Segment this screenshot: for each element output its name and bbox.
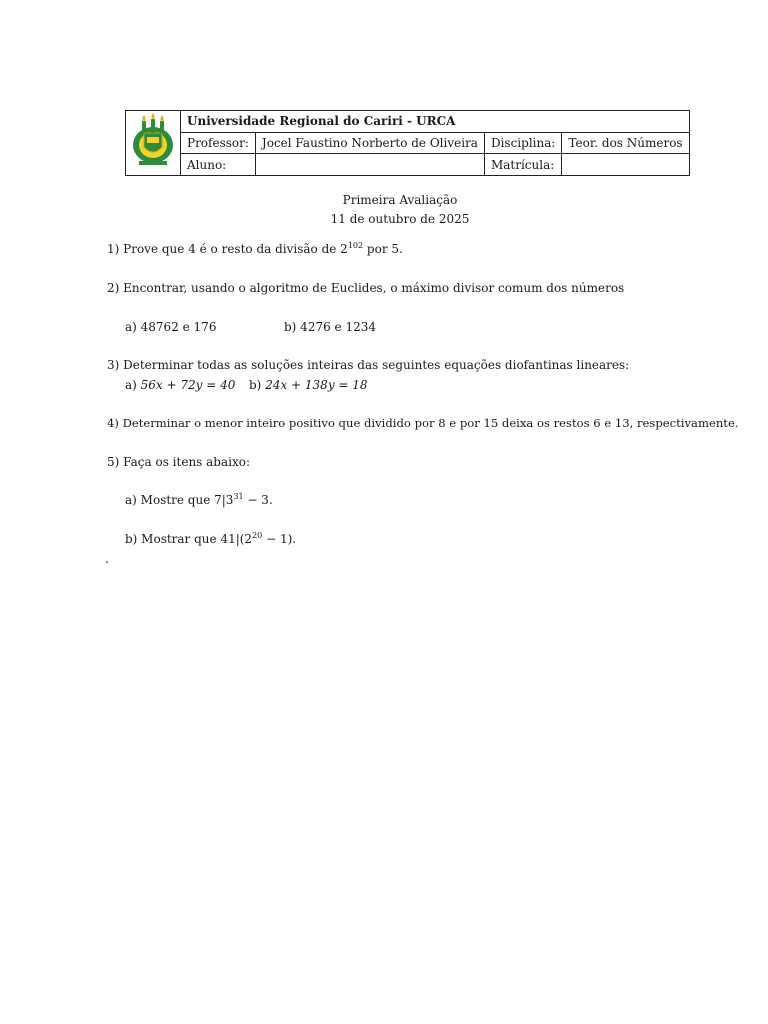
question-2: 2) Encontrar, usando o algoritmo de Euclides, o máximo divisor comum dos números: [107, 281, 625, 295]
student-label: Aluno:: [181, 154, 256, 176]
professor-name: Jocel Faustino Norberto de Oliveira: [255, 132, 484, 154]
question-4: 4) Determinar o menor inteiro positivo que dividido por 8 e por 15 deixa os restos 6 e 13, respectivamente.: [107, 416, 739, 430]
urca-seal-icon: [130, 113, 176, 169]
question-1-exponent: 102: [347, 241, 364, 250]
question-3-item-a: [125, 378, 235, 392]
question-2-item-a: a) 48762 e 176: [125, 320, 217, 334]
discipline-label: Disciplina:: [484, 132, 561, 154]
exam-title: Primeira Avaliação: [342, 193, 458, 207]
student-field[interactable]: [255, 154, 484, 176]
question-3-item-a-label: a): [125, 378, 141, 392]
question-1-prefix: 1) Prove que 4 é o resto da divisão de 2: [107, 242, 348, 256]
question-3: 3) Determinar todas as soluções inteiras das seguintes equações diofantinas lineares:: [107, 358, 630, 372]
question-3-item-a-equation: 56x + 72y = 40: [140, 378, 236, 392]
header-table: [125, 110, 690, 176]
university-name: Universidade Regional do Cariri - URCA: [181, 111, 690, 133]
registration-label: Matrícula:: [484, 154, 561, 176]
question-3-item-b: [249, 378, 368, 392]
trailing-dot: .: [105, 552, 109, 566]
question-5-item-a-suffix: − 3.: [243, 493, 273, 507]
registration-field[interactable]: [562, 154, 689, 176]
question-5-item-a: [125, 493, 273, 507]
discipline-value: Teor. dos Números: [562, 132, 689, 154]
question-1: [107, 242, 403, 256]
question-3-item-b-equation: 24x + 138y = 18: [265, 378, 368, 392]
question-2-item-b: b) 4276 e 1234: [284, 320, 376, 334]
exam-date: 11 de outubro de 2025: [330, 212, 470, 226]
question-5-item-b-suffix: − 1).: [262, 532, 297, 546]
question-5-item-b-exponent: 20: [252, 531, 263, 540]
professor-label: Professor:: [181, 132, 256, 154]
university-logo-cell: [126, 111, 181, 176]
question-5-item-b-prefix: b) Mostrar que 41|(2: [125, 532, 253, 546]
question-5-item-a-prefix: a) Mostre que 7|3: [125, 493, 234, 507]
question-5: 5) Faça os itens abaixo:: [107, 455, 251, 469]
question-5-item-b: [125, 532, 296, 546]
question-5-item-a-exponent: 31: [233, 492, 244, 501]
question-3-item-b-label: b): [249, 378, 266, 392]
question-1-suffix: por 5.: [363, 242, 403, 256]
